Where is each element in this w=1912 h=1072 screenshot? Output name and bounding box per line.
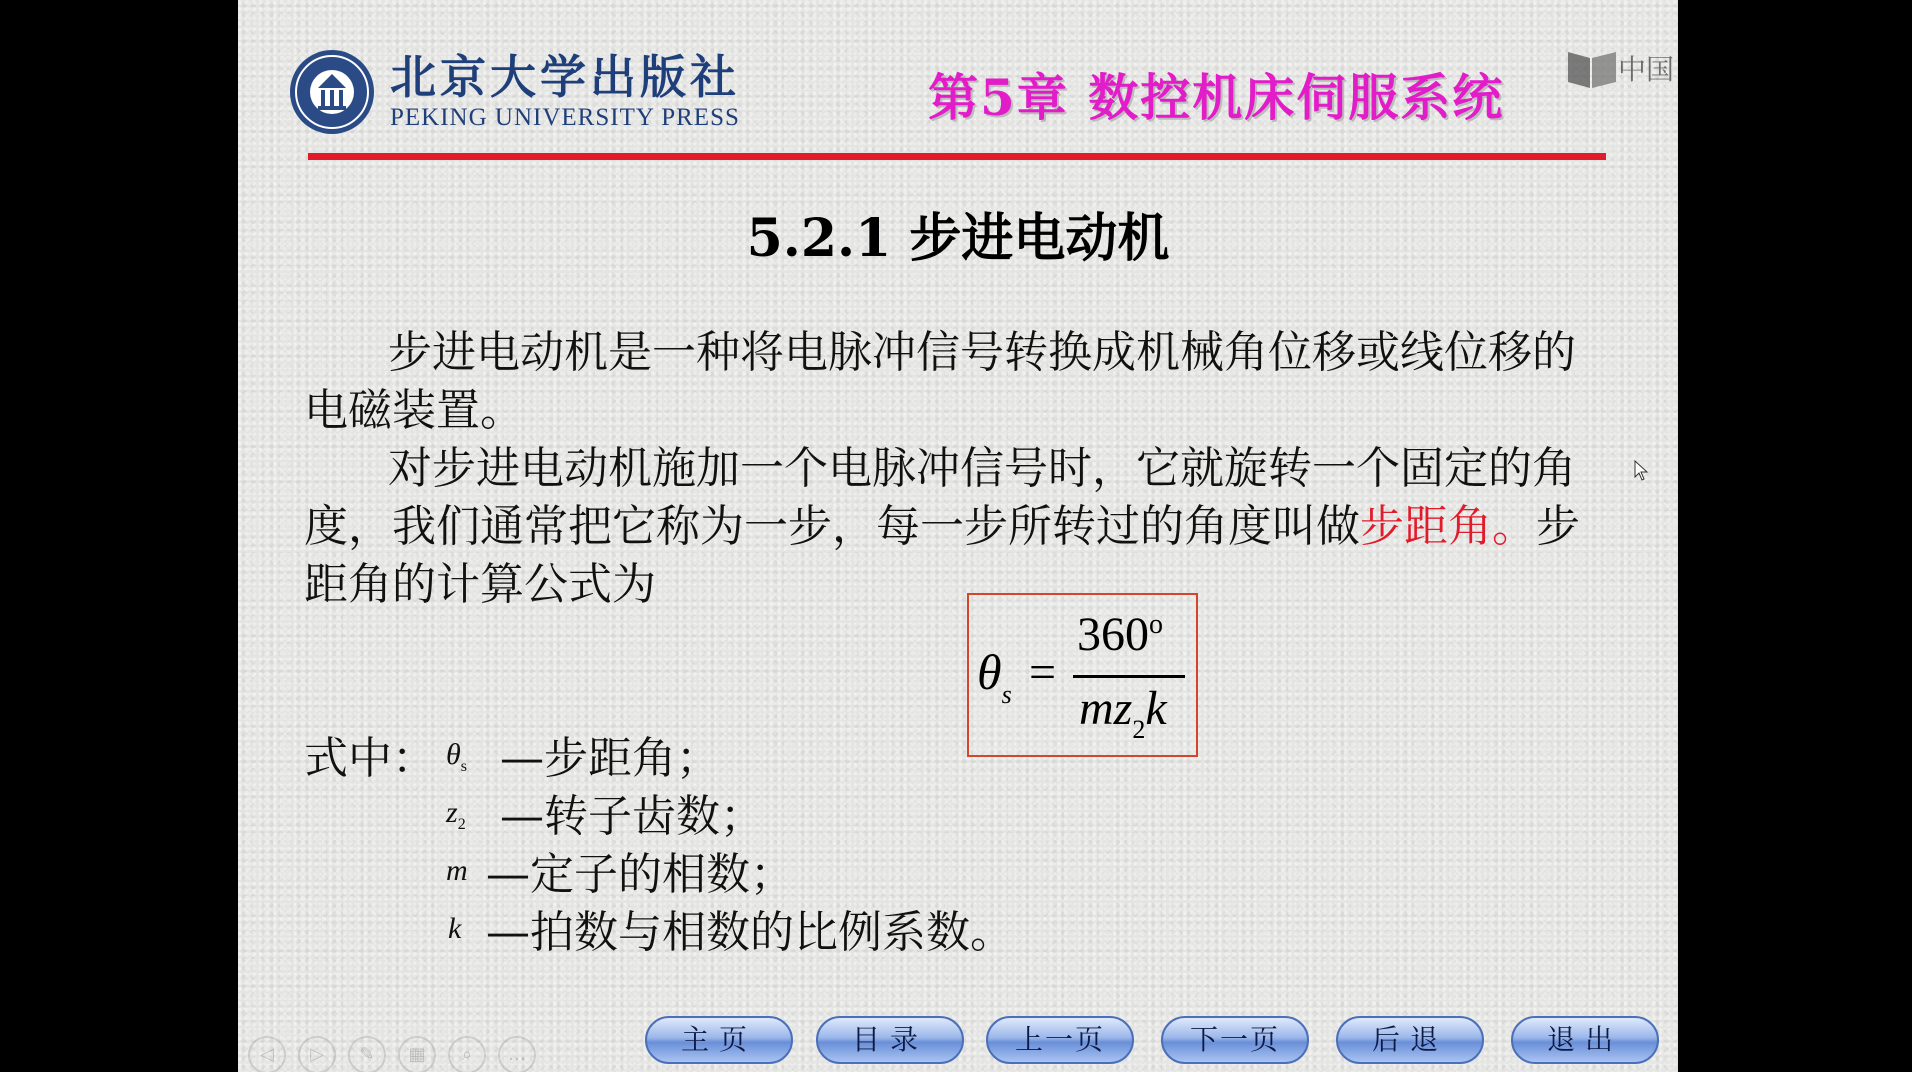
paragraph-2-tail: 步距角的计算公式为 — [304, 501, 1580, 610]
highlight-term: 步距角。 — [1360, 501, 1536, 552]
zoom-icon[interactable]: ⌕ — [448, 1036, 486, 1072]
legend-row — [304, 788, 764, 846]
formula-lhs: $\theta_s$ — [977, 644, 1012, 709]
home-button[interactable]: 主页 — [645, 1016, 793, 1064]
legend-symbol: $z_2$ — [446, 796, 466, 833]
legend-desc: —步距角； — [500, 733, 720, 784]
paragraph-2-text: 对步进电动机施加一个电脉冲信号时，它就旋转一个固定的角度，我们通常把它称为一步，每一步所转过的角度叫做 — [304, 443, 1576, 552]
more-options-icon[interactable]: … — [498, 1036, 536, 1072]
corner-logo-text: 中国 — [1618, 53, 1675, 86]
legend-desc: —定子的相数； — [486, 849, 794, 900]
pen-icon[interactable]: ✎ — [348, 1036, 386, 1072]
slide — [238, 0, 1678, 1072]
next-page-button[interactable]: 下一页 — [1161, 1016, 1309, 1064]
university-seal-icon — [288, 48, 376, 136]
slide-grid-icon[interactable]: ▦ — [398, 1036, 436, 1072]
symbol-legend — [304, 730, 1014, 962]
exit-button[interactable]: 退出 — [1511, 1016, 1659, 1064]
prev-page-button[interactable]: 上一页 — [986, 1016, 1134, 1064]
back-button[interactable]: 后退 — [1336, 1016, 1484, 1064]
legend-row — [304, 904, 1014, 962]
formula-denominator: $mz_2k$ — [1079, 682, 1167, 744]
mouse-cursor-icon — [1634, 460, 1650, 482]
legend-desc: —转子齿数； — [500, 791, 764, 842]
publisher-name-cn: 北京大学出版社 — [390, 50, 740, 104]
section-title: 5.2.1 步进电动机 — [746, 208, 1170, 269]
prev-slide-icon[interactable]: ◁ — [248, 1036, 286, 1072]
legend-row — [304, 730, 720, 788]
legend-symbol: k — [448, 912, 462, 945]
chapter-title: 第5章 数控机床伺服系统 — [928, 68, 1505, 127]
navigation-bar — [238, 1016, 1678, 1068]
next-slide-icon[interactable]: ▷ — [298, 1036, 336, 1072]
legend-row — [304, 846, 794, 904]
legend-prefix: 式中： — [304, 733, 436, 784]
paragraph-2 — [304, 440, 1604, 614]
publisher-name-en: PEKING UNIVERSITY PRESS — [390, 104, 740, 131]
book-logo-icon — [1566, 46, 1618, 90]
formula-box — [967, 593, 1198, 757]
body-text — [304, 324, 1604, 614]
header-divider — [308, 153, 1606, 160]
formula-fraction-bar — [1073, 675, 1185, 678]
formula-numerator: 360$^o$ — [1077, 608, 1163, 661]
legend-desc: —拍数与相数的比例系数。 — [486, 907, 1014, 958]
legend-symbol: $\theta_s$ — [446, 738, 467, 775]
formula-equals: = — [1029, 646, 1057, 699]
corner-logo — [1566, 46, 1674, 90]
legend-symbol: m — [446, 854, 468, 887]
toc-button[interactable]: 目录 — [816, 1016, 964, 1064]
paragraph-1: 步进电动机是一种将电脉冲信号转换成机械角位移或线位移的电磁装置。 — [304, 327, 1576, 436]
publisher-logo — [288, 48, 740, 136]
